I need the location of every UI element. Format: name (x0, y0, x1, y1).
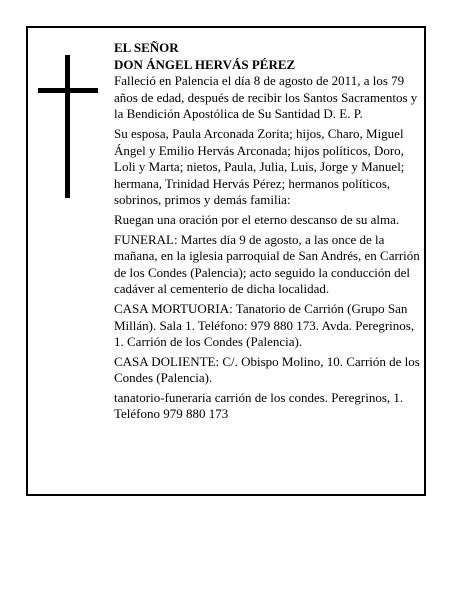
funeral-details: FUNERAL: Martes día 9 de agosto, a las once de la mañana, en la iglesia parroquial de San Andrés, en Carrión de los Condes (Palencia); acto seguido la conducción del cadáver al cementerio de dicha localidad. (114, 231, 420, 297)
notice-title-line-1: EL SEÑOR (114, 40, 179, 55)
family-home-details: CASA DOLIENTE: C/. Obispo Molino, 10. Carrión de los Condes (Palencia). (114, 353, 420, 386)
cross-vertical-bar (65, 55, 70, 198)
notice-text (114, 40, 421, 423)
cross-horizontal-bar (38, 88, 98, 93)
cross-icon (38, 55, 98, 198)
funeral-home-contact: tanatorio-funeraria carrión de los condes. Peregrinos, 1. Teléfono 979 880 173 (114, 389, 404, 422)
deceased-name: DON ÁNGEL HERVÁS PÉREZ (114, 56, 296, 72)
prayer-request: Ruegan una oración por el eterno descanso de su alma. (114, 211, 400, 227)
family-list: Su esposa, Paula Arconada Zorita; hijos, Charo, Miguel Ángel y Emilio Hervás Arconada; hijos políticos, Doro, Loli y Marta; nietos, Paula, Julia, Luis, Jorge y Manuel; hermana, Trinidad Hervás Pérez; hermanos políticos, sobrinos, primos y demás familia: (114, 125, 405, 208)
death-announcement: Falleció en Palencia el día 8 de agosto de 2011, a los 79 años de edad, después de recibir los Santos Sacramentos y la Bendición Apostólica de Su Santidad D. E. P. (114, 73, 418, 122)
mortuary-details: CASA MORTUORIA: Tanatorio de Carrión (Grupo San Millán). Sala 1. Teléfono: 979 880 173. Avda. Peregrinos, 1. Carrión de los Condes (Palencia). (114, 300, 415, 350)
obituary-notice (26, 26, 426, 496)
